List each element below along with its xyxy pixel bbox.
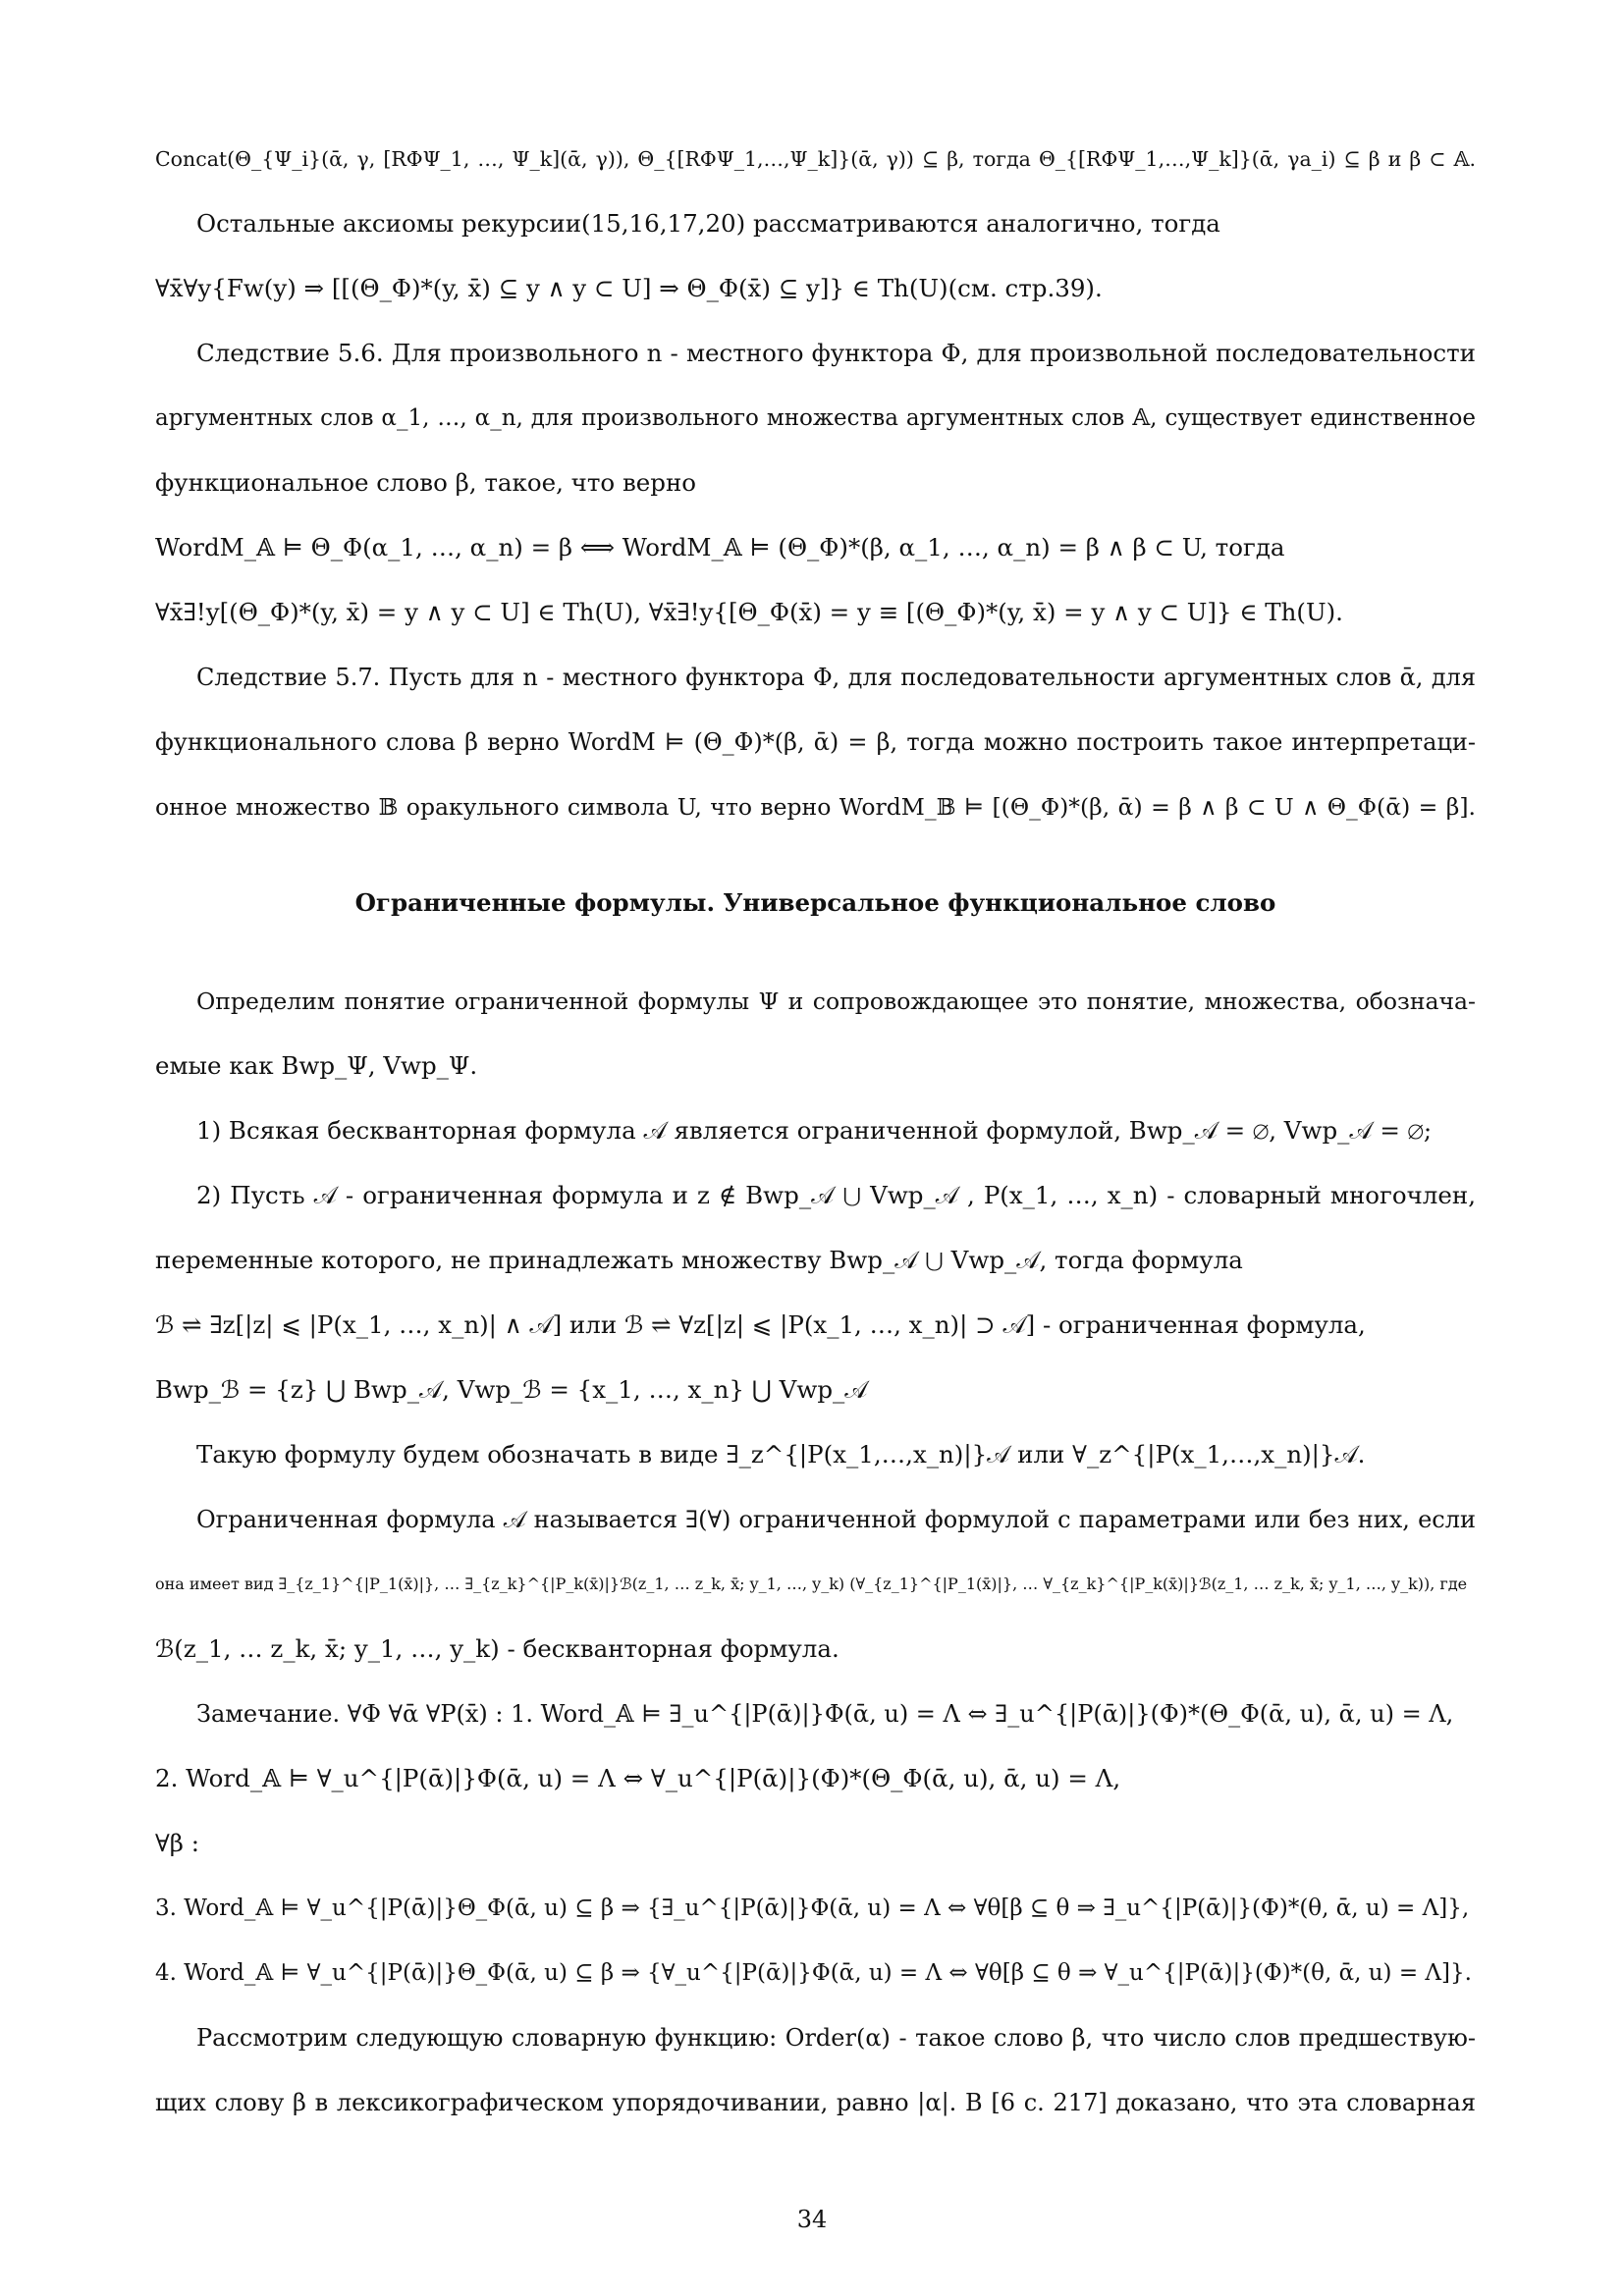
text-line: емые как Bwp_Ψ, Vwp_Ψ.: [155, 1051, 478, 1080]
text-line: Такую формулу будем обозначать в виде ∃_z^{|P(x_1,…,x_n)|}𝒜 или ∀_z^{|P(x_1,…,x_n)|}𝒜.: [196, 1440, 1366, 1468]
formula-line: ∀β :: [155, 1829, 199, 1857]
corollary-5-7: Следствие 5.7. Пусть для n - местного функтора Φ, для последовательности аргументных слов ᾱ, для: [196, 664, 1476, 691]
section-heading: Ограниченные формулы. Универсальное функциональное слово: [354, 888, 1276, 917]
text-line: Concat(Θ_{Ψ_i}(ᾱ, γ, [RΦΨ_1, …, Ψ_k](ᾱ, γ)), Θ_{[RΦΨ_1,…,Ψ_k]}(ᾱ, γ)) ⊆ β, тогда Θ_{[RΦΨ_1,…,Ψ_k]}(ᾱ, γa_i) ⊆ β и β ⊂ 𝔸.: [155, 147, 1476, 171]
formula-line: Bwp_ℬ = {z} ⋃ Bwp_𝒜, Vwp_ℬ = {x_1, …, x_n} ⋃ Vwp_𝒜: [155, 1375, 868, 1404]
formula-line: WordM_𝔸 ⊨ Θ_Φ(α_1, …, α_n) = β ⟺ WordM_𝔸 ⊨ (Θ_Φ)*(β, α_1, …, α_n) = β ∧ β ⊂ U, тогда: [155, 533, 1285, 561]
text-line: ℬ(z_1, … z_k, x̄; y_1, …, y_k) - бескванторная формула.: [155, 1634, 839, 1663]
text-line: Остальные аксиомы рекурсии(15,16,17,20) рассматриваются аналогично, тогда: [196, 209, 1220, 238]
text-line: ∀x̄∀y{Fw(y) ⇒ [[(Θ_Φ)*(y, x̄) ⊆ y ∧ y ⊂ U] ⇒ Θ_Φ(x̄) ⊆ y]} ∈ Th(U)(см. стр.39).: [155, 274, 1103, 302]
text-line: функциональное слово β, такое, что верно: [155, 468, 697, 497]
formula-line: она имеет вид ∃_{z_1}^{|P_1(x̄)|}, … ∃_{z_k}^{|P_k(x̄)|}ℬ(z_1, … z_k, x̄; y_1, …, y_k) (∀_{z_1}^{|P_1(x̄)|}, … ∀_{z_k}^{|P_k(x̄)|}ℬ(z_1, … z_k, x̄; y_1, …, y_k)), где: [155, 1575, 1468, 1593]
text-line: аргументных слов α_1, …, α_n, для произвольного множества аргументных слов 𝔸, существует единственное: [155, 405, 1476, 431]
remark-item-2: 2. Word_𝔸 ⊨ ∀_u^{|P(ᾱ)|}Φ(ᾱ, u) = Λ ⇔ ∀_u^{|P(ᾱ)|}(Φ)*(Θ_Φ(ᾱ, u), ᾱ, u) = Λ,: [155, 1764, 1121, 1792]
corollary-5-6: Следствие 5.6. Для произвольного n - местного функтора Φ, для произвольной последовательности: [196, 339, 1476, 367]
definition-item-1: 1) Всякая бескванторная формула 𝒜 является ограниченной формулой, Bwp_𝒜 = ∅, Vwp_𝒜 = ∅;: [196, 1116, 1433, 1145]
remark-item-4: 4. Word_𝔸 ⊨ ∀_u^{|P(ᾱ)|}Θ_Φ(ᾱ, u) ⊆ β ⇒ {∀_u^{|P(ᾱ)|}Φ(ᾱ, u) = Λ ⇔ ∀θ[β ⊆ θ ⇒ ∀_u^{|P(ᾱ)|}(Φ)*(θ, ᾱ, u) = Λ]}.: [155, 1960, 1472, 1986]
definition-item-2: 2) Пусть 𝒜 - ограниченная формула и z ∉ Bwp_𝒜 ⋃ Vwp_𝒜 , P(x_1, …, x_n) - словарный многочлен,: [196, 1181, 1476, 1209]
text-line: онное множество 𝔹 оракульного символа U, что верно WordM_𝔹 ⊨ [(Θ_Φ)*(β, ᾱ) = β ∧ β ⊂ U ∧ Θ_Φ(ᾱ) = β].: [155, 793, 1476, 821]
formula-line: ℬ ⇌ ∃z[|z| ⩽ |P(x_1, …, x_n)| ∧ 𝒜] или ℬ ⇌ ∀z[|z| ⩽ |P(x_1, …, x_n)| ⊃ 𝒜] - ограниченная формула,: [155, 1310, 1366, 1339]
remark-item-3: 3. Word_𝔸 ⊨ ∀_u^{|P(ᾱ)|}Θ_Φ(ᾱ, u) ⊆ β ⇒ {∃_u^{|P(ᾱ)|}Φ(ᾱ, u) = Λ ⇔ ∀θ[β ⊆ θ ⇒ ∃_u^{|P(ᾱ)|}(Φ)*(θ, ᾱ, u) = Λ]},: [155, 1896, 1470, 1921]
text-line: Определим понятие ограниченной формулы Ψ и сопровождающее это понятие, множества, обознача-: [196, 988, 1476, 1015]
text-line: переменные которого, не принадлежать множеству Bwp_𝒜 ⋃ Vwp_𝒜, тогда формула: [155, 1246, 1243, 1274]
page-number: 34: [796, 2206, 828, 2233]
text-line: щих слову β в лексикографическом упорядочивании, равно |α|. В [6 с. 217] доказано, что эта словарная: [155, 2089, 1476, 2116]
text-line: Ограниченная формула 𝒜 называется ∃(∀) ограниченной формулой с параметрами или без них, если: [196, 1506, 1476, 1533]
text-line: функционального слова β верно WordM ⊨ (Θ_Φ)*(β, ᾱ) = β, тогда можно построить такое интерпретаци-: [155, 728, 1476, 756]
remark: Замечание. ∀Φ ∀ᾱ ∀P(x̄) : 1. Word_𝔸 ⊨ ∃_u^{|P(ᾱ)|}Φ(ᾱ, u) = Λ ⇔ ∃_u^{|P(ᾱ)|}(Φ)*(Θ_Φ(ᾱ, u), ᾱ, u) = Λ,: [196, 1700, 1454, 1728]
formula-line: ∀x̄∃!y[(Θ_Φ)*(y, x̄) = y ∧ y ⊂ U] ∈ Th(U), ∀x̄∃!y{[Θ_Φ(x̄) = y ≡ [(Θ_Φ)*(y, x̄) = y ∧ y ⊂ U]} ∈ Th(U).: [155, 598, 1343, 626]
text-line: Рассмотрим следующую словарную функцию: Order(α) - такое слово β, что число слов предшествую-: [196, 2024, 1476, 2052]
